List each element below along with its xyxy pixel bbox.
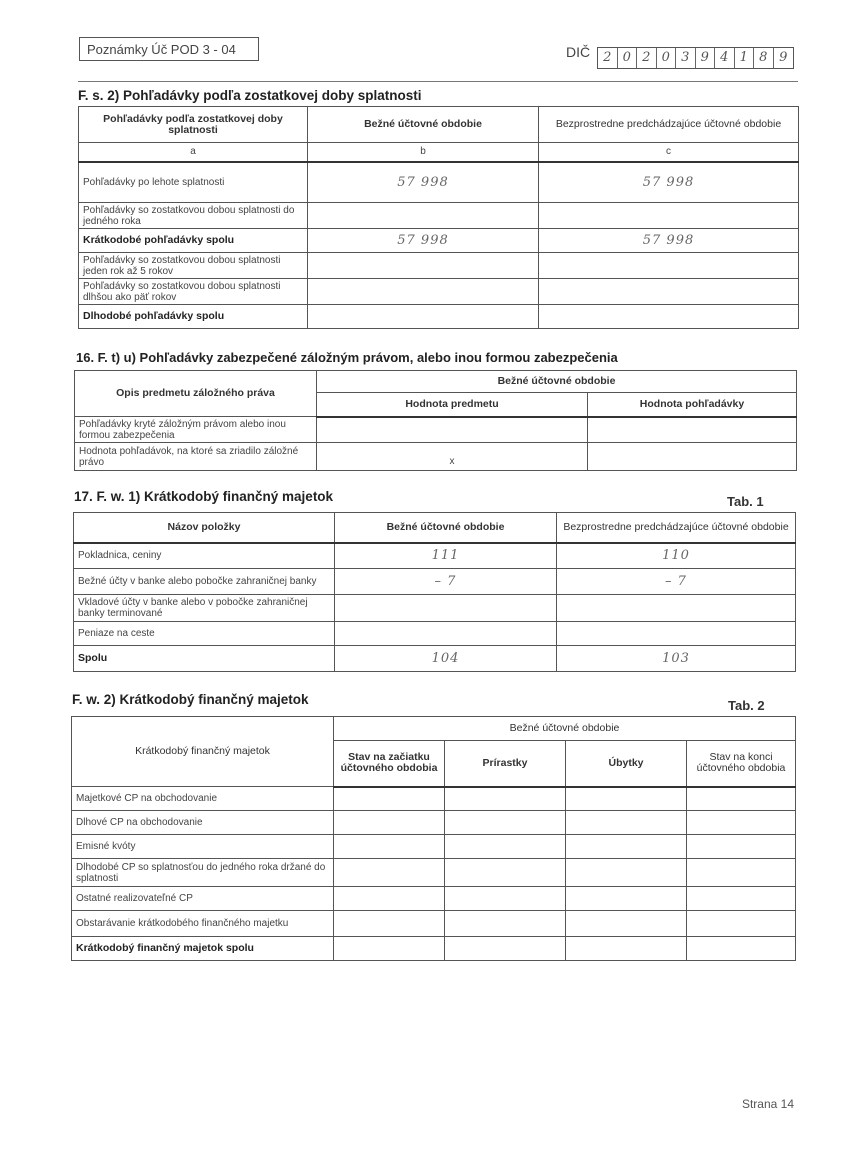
tab-label: Tab. 2 bbox=[728, 698, 765, 713]
header-divider bbox=[78, 81, 798, 82]
value-previous bbox=[557, 595, 796, 622]
short-term-assets-table-2 bbox=[71, 716, 796, 961]
column-letter: c bbox=[539, 143, 799, 162]
column-header: Bežné účtovné obdobie bbox=[308, 107, 539, 143]
value-claim bbox=[588, 417, 797, 443]
row-label: Spolu bbox=[74, 646, 335, 672]
column-header: Bezprostredne predchádzajúce účtovné obdobie bbox=[539, 107, 799, 143]
dic-digit: 2 bbox=[598, 48, 618, 68]
column-letter: a bbox=[79, 143, 308, 162]
row-label: Bežné účty v banke alebo pobočke zahraničnej banky bbox=[74, 569, 335, 595]
row-label: Dlhodobé CP so splatnosťou do jedného roka držané do splatnosti bbox=[72, 859, 334, 887]
page-number: Strana 14 bbox=[741, 1097, 794, 1111]
section-title-short-term-assets-2: F. w. 2) Krátkodobý finančný majetok bbox=[72, 692, 309, 707]
column-header: Stav na konci účtovného obdobia bbox=[687, 741, 796, 787]
value-item bbox=[317, 417, 588, 443]
dic-digit: 1 bbox=[735, 48, 755, 68]
column-header: Bežné účtovné obdobie bbox=[317, 371, 797, 393]
column-header: Bezprostredne predchádzajúce účtovné obdobie bbox=[557, 513, 796, 543]
row-label: Pokladnica, ceniny bbox=[74, 543, 335, 569]
value-current: 111 bbox=[335, 543, 557, 569]
value-previous: 110 bbox=[557, 543, 796, 569]
row-label: Pohľadávky kryté záložným právom alebo inou formou zabezpečenia bbox=[75, 417, 317, 443]
receivables-table bbox=[78, 106, 799, 329]
column-header: Hodnota pohľadávky bbox=[588, 393, 797, 417]
row-label: Hodnota pohľadávok, na ktoré sa zriadilo záložné právo bbox=[75, 443, 317, 471]
value-previous bbox=[539, 203, 799, 229]
column-header: Názov položky bbox=[74, 513, 335, 543]
row-label: Krátkodobý finančný majetok spolu bbox=[72, 937, 334, 961]
dic-digit: 9 bbox=[696, 48, 716, 68]
row-label: Dlhové CP na obchodovanie bbox=[72, 811, 334, 835]
dic-digit: 8 bbox=[754, 48, 774, 68]
row-label: Emisné kvóty bbox=[72, 835, 334, 859]
value-previous bbox=[539, 253, 799, 279]
value-item: x bbox=[317, 443, 588, 471]
dic-digit: 4 bbox=[715, 48, 735, 68]
value-current bbox=[335, 595, 557, 622]
column-header: Pohľadávky podľa zostatkovej doby splatnosti bbox=[79, 107, 308, 143]
section-title-receivables: F. s. 2) Pohľadávky podľa zostatkovej doby splatnosti bbox=[78, 88, 422, 103]
value-current: 57 998 bbox=[308, 229, 539, 253]
dic-label: DIČ bbox=[566, 44, 591, 60]
row-label: Pohľadávky po lehote splatnosti bbox=[79, 162, 308, 203]
column-header: Bežné účtovné obdobie bbox=[334, 717, 796, 741]
tab-label: Tab. 1 bbox=[727, 494, 764, 509]
column-header: Stav na začiatku účtovného obdobia bbox=[334, 741, 445, 787]
value-current: – 7 bbox=[335, 569, 557, 595]
column-header: Opis predmetu záložného práva bbox=[75, 371, 317, 417]
form-label: Poznámky Úč POD 3 - 04 bbox=[79, 37, 259, 61]
dic-digit: 9 bbox=[779, 50, 788, 65]
value-current: 104 bbox=[335, 646, 557, 672]
row-label: Pohľadávky so zostatkovou dobou splatnosti do jedného roka bbox=[79, 203, 308, 229]
column-letter: b bbox=[308, 143, 539, 162]
dic-digit: 2 bbox=[637, 48, 657, 68]
column-header: Prírastky bbox=[445, 741, 566, 787]
value-current bbox=[308, 253, 539, 279]
row-label: Vkladové účty v banke alebo v pobočke zahraničnej banky terminované bbox=[74, 595, 335, 622]
value-previous: – 7 bbox=[557, 569, 796, 595]
value-previous bbox=[539, 279, 799, 305]
value-current bbox=[335, 622, 557, 646]
dic-digit: 3 bbox=[676, 48, 696, 68]
column-header: Úbytky bbox=[566, 741, 687, 787]
value-previous bbox=[539, 305, 799, 329]
value-previous bbox=[557, 622, 796, 646]
column-header: Hodnota predmetu bbox=[317, 393, 588, 417]
value-claim bbox=[588, 443, 797, 471]
column-header: Krátkodobý finančný majetok bbox=[72, 717, 334, 787]
row-label: Majetkové CP na obchodovanie bbox=[72, 787, 334, 811]
row-label: Obstarávanie krátkodobého finančného majetku bbox=[72, 911, 334, 937]
row-label: Pohľadávky so zostatkovou dobou splatnosti jeden rok až 5 rokov bbox=[79, 253, 308, 279]
column-header: Bežné účtovné obdobie bbox=[335, 513, 557, 543]
dic-digit: 0 bbox=[657, 48, 677, 68]
row-label: Pohľadávky so zostatkovou dobou splatnosti dlhšou ako päť rokov bbox=[79, 279, 308, 305]
section-title-secured: 16. F. t) u) Pohľadávky zabezpečené záložným právom, alebo inou formou zabezpečenia bbox=[76, 350, 618, 365]
row-label: Krátkodobé pohľadávky spolu bbox=[79, 229, 308, 253]
value-previous: 57 998 bbox=[539, 162, 799, 203]
row-label: Ostatné realizovateľné CP bbox=[72, 887, 334, 911]
value-previous: 57 998 bbox=[539, 229, 799, 253]
secured-receivables-table bbox=[74, 370, 797, 471]
dic-number bbox=[597, 47, 794, 69]
section-title-short-term-assets: 17. F. w. 1) Krátkodobý finančný majetok bbox=[74, 489, 334, 504]
value-current: 57 998 bbox=[308, 162, 539, 203]
value-previous: 103 bbox=[557, 646, 796, 672]
row-label: Peniaze na ceste bbox=[74, 622, 335, 646]
value-current bbox=[308, 203, 539, 229]
value-current bbox=[308, 279, 539, 305]
dic-digit: 0 bbox=[618, 48, 638, 68]
row-label: Dlhodobé pohľadávky spolu bbox=[79, 305, 308, 329]
value-current bbox=[308, 305, 539, 329]
short-term-assets-table-1 bbox=[73, 512, 796, 672]
